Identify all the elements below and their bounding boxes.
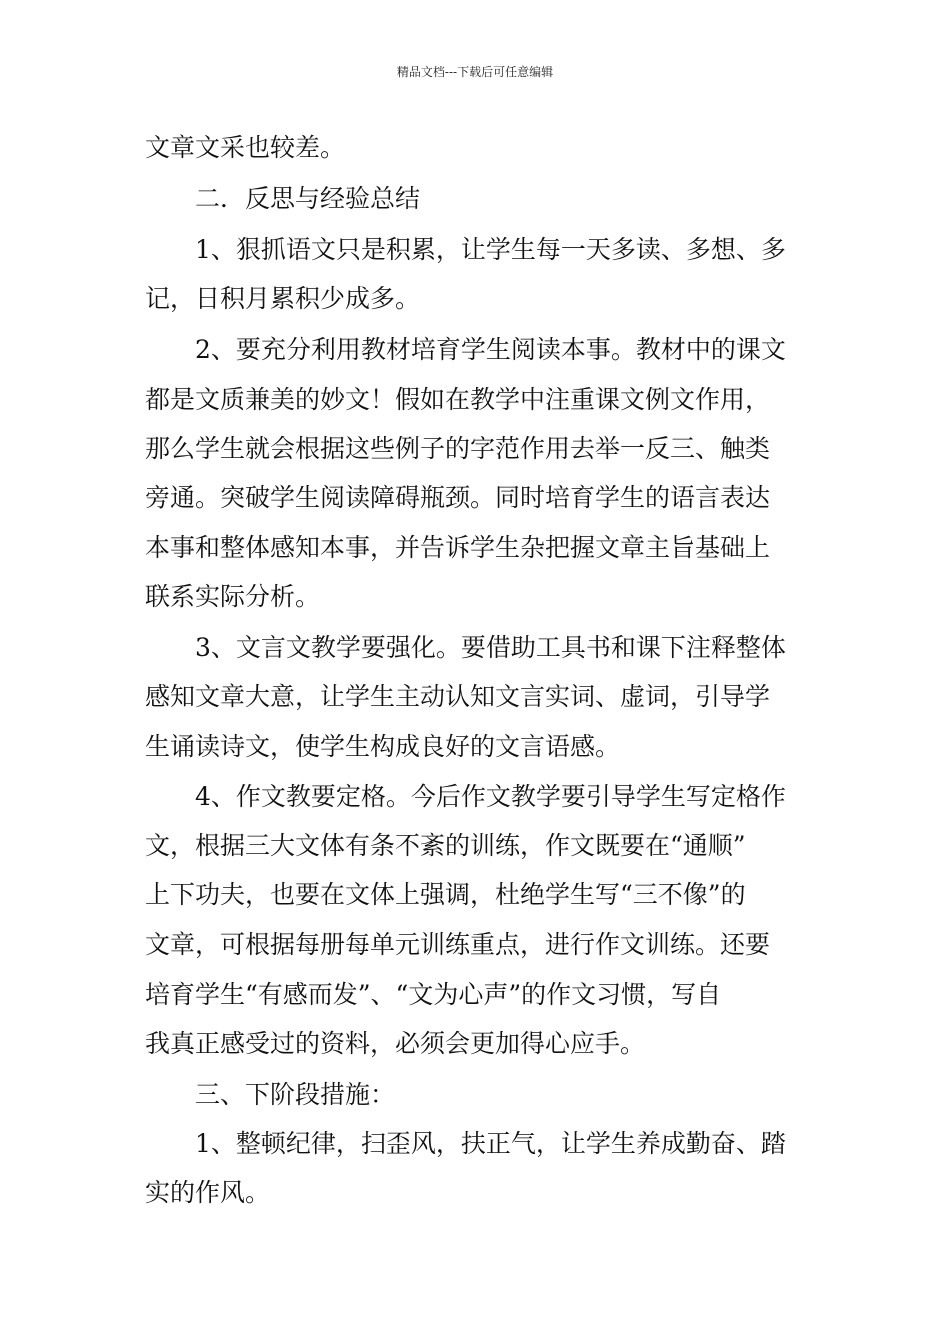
text-line: 那么学生就会根据这些例子的字范作用去举一反三、触类 [145, 434, 771, 463]
text-line: 记，日积月累积少成多。 [145, 284, 421, 313]
text-line: 2、要充分利用教材培育学生阅读本事。教材中的课文 [195, 335, 786, 364]
text-line: 3、文言文教学要强化。要借助工具书和课下注释整体 [195, 633, 786, 662]
text-line: 本事和整体感知本事，并告诉学生杂把握文章主旨基础上 [145, 533, 771, 562]
text-line: 实的作风。 [145, 1178, 271, 1207]
page-header: 精品文档---下载后可任意编辑 [396, 65, 554, 79]
text-line: 文章文采也较差。 [145, 133, 346, 162]
section-heading-next-steps: 三、下阶段措施： [195, 1080, 396, 1109]
text-line: 4、作文教要定格。今后作文教学要引导学生写定格作 [195, 782, 786, 811]
text-line: 文，根据三大文体有条不紊的训练，作文既要在“通顺” [145, 831, 746, 860]
text-line: 生诵读诗文，使学生构成良好的文言语感。 [145, 732, 621, 761]
text-line: 旁通。突破学生阅读障碍瓶颈。同时培育学生的语言表达 [145, 483, 771, 512]
text-line: 我真正感受过的资料，必须会更加得心应手。 [145, 1029, 646, 1058]
text-line: 培育学生“有感而发”、“文为心声”的作文习惯，写自 [145, 980, 722, 1009]
text-line: 上下功夫，也要在文体上强调，杜绝学生写“三不像”的 [145, 880, 746, 909]
text-line: 1、整顿纪律，扫歪风，扶正气，让学生养成勤奋、踏 [195, 1129, 786, 1158]
text-line: 感知文章大意，让学生主动认知文言实词、虚词，引导学 [145, 682, 771, 711]
text-line: 联系实际分析。 [145, 582, 321, 611]
text-line: 1、狠抓语文只是积累，让学生每一天多读、多想、多 [195, 235, 786, 264]
section-heading-reflection: 二．反思与经验总结 [195, 184, 421, 213]
text-line: 文章，可根据每册每单元训练重点，进行作文训练。还要 [145, 930, 771, 959]
text-line: 都是文质兼美的妙文！假如在教学中注重课文例文作用， [145, 385, 771, 414]
